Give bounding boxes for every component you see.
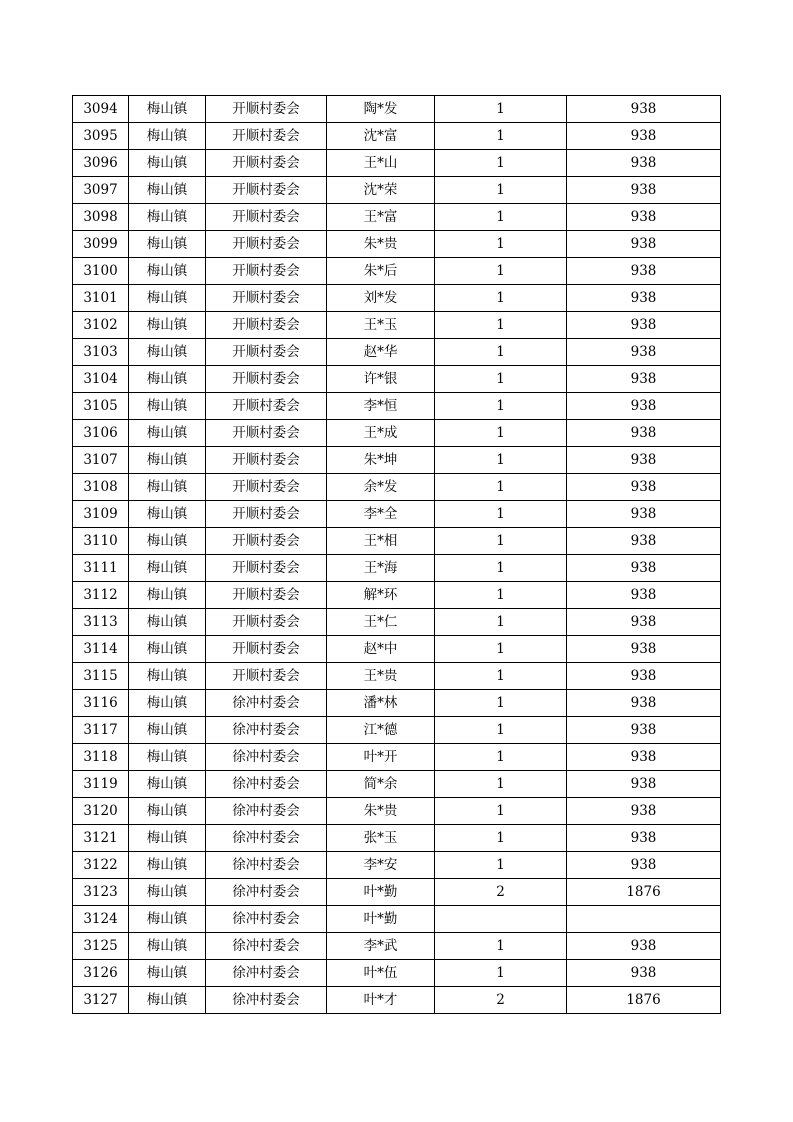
amount-cell: 938 <box>567 933 721 960</box>
name-cell: 王*山 <box>327 150 435 177</box>
village-committee-cell: 开顺村委会 <box>206 123 327 150</box>
count-cell <box>435 906 567 933</box>
amount-cell: 938 <box>567 960 721 987</box>
amount-cell: 938 <box>567 555 721 582</box>
village-committee-cell: 开顺村委会 <box>206 582 327 609</box>
table-row <box>73 177 721 204</box>
amount-cell: 938 <box>567 339 721 366</box>
village-committee-cell: 开顺村委会 <box>206 204 327 231</box>
village-committee-cell: 开顺村委会 <box>206 312 327 339</box>
count-cell: 1 <box>435 447 567 474</box>
village-committee-cell: 徐冲村委会 <box>206 879 327 906</box>
amount-cell: 938 <box>567 798 721 825</box>
amount-cell: 938 <box>567 636 721 663</box>
table-row <box>73 366 721 393</box>
town-cell: 梅山镇 <box>129 474 206 501</box>
town-cell: 梅山镇 <box>129 528 206 555</box>
row-number-cell: 3109 <box>73 501 129 528</box>
amount-cell: 938 <box>567 717 721 744</box>
amount-cell: 1876 <box>567 879 721 906</box>
row-number-cell: 3119 <box>73 771 129 798</box>
table-row <box>73 609 721 636</box>
amount-cell: 938 <box>567 528 721 555</box>
amount-cell: 938 <box>567 447 721 474</box>
amount-cell: 938 <box>567 825 721 852</box>
count-cell: 1 <box>435 258 567 285</box>
table-row <box>73 447 721 474</box>
row-number-cell: 3106 <box>73 420 129 447</box>
village-committee-cell: 徐冲村委会 <box>206 852 327 879</box>
table-row <box>73 528 721 555</box>
count-cell: 1 <box>435 852 567 879</box>
town-cell: 梅山镇 <box>129 798 206 825</box>
count-cell: 1 <box>435 960 567 987</box>
town-cell: 梅山镇 <box>129 555 206 582</box>
table-row <box>73 663 721 690</box>
row-number-cell: 3126 <box>73 960 129 987</box>
table-row <box>73 339 721 366</box>
table-row <box>73 258 721 285</box>
town-cell: 梅山镇 <box>129 393 206 420</box>
count-cell: 1 <box>435 96 567 123</box>
name-cell: 叶*伍 <box>327 960 435 987</box>
row-number-cell: 3098 <box>73 204 129 231</box>
row-number-cell: 3105 <box>73 393 129 420</box>
town-cell: 梅山镇 <box>129 771 206 798</box>
village-committee-cell: 开顺村委会 <box>206 609 327 636</box>
table-row <box>73 825 721 852</box>
count-cell: 1 <box>435 582 567 609</box>
row-number-cell: 3097 <box>73 177 129 204</box>
name-cell: 余*发 <box>327 474 435 501</box>
count-cell: 1 <box>435 123 567 150</box>
table-row <box>73 771 721 798</box>
count-cell: 1 <box>435 609 567 636</box>
table-row <box>73 312 721 339</box>
town-cell: 梅山镇 <box>129 717 206 744</box>
town-cell: 梅山镇 <box>129 231 206 258</box>
table-row <box>73 879 721 906</box>
town-cell: 梅山镇 <box>129 123 206 150</box>
count-cell: 2 <box>435 879 567 906</box>
count-cell: 1 <box>435 501 567 528</box>
table-row <box>73 285 721 312</box>
town-cell: 梅山镇 <box>129 312 206 339</box>
amount-cell: 938 <box>567 582 721 609</box>
row-number-cell: 3094 <box>73 96 129 123</box>
amount-cell: 938 <box>567 312 721 339</box>
count-cell: 1 <box>435 690 567 717</box>
amount-cell: 938 <box>567 420 721 447</box>
row-number-cell: 3102 <box>73 312 129 339</box>
amount-cell: 938 <box>567 852 721 879</box>
village-committee-cell: 开顺村委会 <box>206 447 327 474</box>
village-committee-cell: 开顺村委会 <box>206 528 327 555</box>
amount-cell: 938 <box>567 663 721 690</box>
amount-cell: 938 <box>567 501 721 528</box>
amount-cell: 938 <box>567 123 721 150</box>
row-number-cell: 3124 <box>73 906 129 933</box>
count-cell: 1 <box>435 744 567 771</box>
name-cell: 李*武 <box>327 933 435 960</box>
row-number-cell: 3099 <box>73 231 129 258</box>
name-cell: 朱*贵 <box>327 798 435 825</box>
table-row <box>73 636 721 663</box>
village-committee-cell: 开顺村委会 <box>206 258 327 285</box>
town-cell: 梅山镇 <box>129 609 206 636</box>
row-number-cell: 3121 <box>73 825 129 852</box>
table-row <box>73 555 721 582</box>
town-cell: 梅山镇 <box>129 906 206 933</box>
town-cell: 梅山镇 <box>129 879 206 906</box>
village-committee-cell: 徐冲村委会 <box>206 717 327 744</box>
name-cell: 赵*华 <box>327 339 435 366</box>
amount-cell: 938 <box>567 771 721 798</box>
row-number-cell: 3125 <box>73 933 129 960</box>
village-committee-cell: 徐冲村委会 <box>206 771 327 798</box>
village-committee-cell: 开顺村委会 <box>206 663 327 690</box>
village-committee-cell: 开顺村委会 <box>206 501 327 528</box>
amount-cell: 938 <box>567 177 721 204</box>
town-cell: 梅山镇 <box>129 177 206 204</box>
row-number-cell: 3113 <box>73 609 129 636</box>
table-row <box>73 933 721 960</box>
count-cell: 1 <box>435 798 567 825</box>
count-cell: 1 <box>435 204 567 231</box>
town-cell: 梅山镇 <box>129 690 206 717</box>
table-row <box>73 393 721 420</box>
name-cell: 王*玉 <box>327 312 435 339</box>
count-cell: 1 <box>435 150 567 177</box>
count-cell: 1 <box>435 663 567 690</box>
count-cell: 1 <box>435 717 567 744</box>
town-cell: 梅山镇 <box>129 987 206 1014</box>
amount-cell: 938 <box>567 366 721 393</box>
count-cell: 1 <box>435 420 567 447</box>
name-cell: 沈*富 <box>327 123 435 150</box>
name-cell: 朱*后 <box>327 258 435 285</box>
row-number-cell: 3108 <box>73 474 129 501</box>
table-row <box>73 582 721 609</box>
table-row <box>73 852 721 879</box>
village-committee-cell: 徐冲村委会 <box>206 960 327 987</box>
name-cell: 叶*勤 <box>327 906 435 933</box>
row-number-cell: 3114 <box>73 636 129 663</box>
amount-cell <box>567 906 721 933</box>
count-cell: 1 <box>435 312 567 339</box>
row-number-cell: 3107 <box>73 447 129 474</box>
table-row <box>73 906 721 933</box>
amount-cell: 938 <box>567 258 721 285</box>
amount-cell: 938 <box>567 393 721 420</box>
count-cell: 1 <box>435 474 567 501</box>
name-cell: 朱*贵 <box>327 231 435 258</box>
village-committee-cell: 开顺村委会 <box>206 636 327 663</box>
amount-cell: 938 <box>567 96 721 123</box>
count-cell: 1 <box>435 339 567 366</box>
row-number-cell: 3112 <box>73 582 129 609</box>
count-cell: 1 <box>435 285 567 312</box>
row-number-cell: 3122 <box>73 852 129 879</box>
village-committee-cell: 徐冲村委会 <box>206 744 327 771</box>
village-committee-cell: 徐冲村委会 <box>206 690 327 717</box>
town-cell: 梅山镇 <box>129 636 206 663</box>
village-committee-cell: 开顺村委会 <box>206 555 327 582</box>
row-number-cell: 3111 <box>73 555 129 582</box>
table-body <box>73 96 721 1014</box>
row-number-cell: 3110 <box>73 528 129 555</box>
amount-cell: 938 <box>567 474 721 501</box>
table-row <box>73 744 721 771</box>
name-cell: 王*富 <box>327 204 435 231</box>
village-committee-cell: 徐冲村委会 <box>206 798 327 825</box>
village-committee-cell: 徐冲村委会 <box>206 825 327 852</box>
name-cell: 王*相 <box>327 528 435 555</box>
table-row <box>73 204 721 231</box>
town-cell: 梅山镇 <box>129 933 206 960</box>
row-number-cell: 3101 <box>73 285 129 312</box>
name-cell: 赵*中 <box>327 636 435 663</box>
town-cell: 梅山镇 <box>129 582 206 609</box>
table-row <box>73 690 721 717</box>
amount-cell: 938 <box>567 150 721 177</box>
table-row <box>73 960 721 987</box>
village-committee-cell: 开顺村委会 <box>206 474 327 501</box>
amount-cell: 938 <box>567 231 721 258</box>
name-cell: 李*恒 <box>327 393 435 420</box>
table-row <box>73 231 721 258</box>
town-cell: 梅山镇 <box>129 285 206 312</box>
village-committee-cell: 徐冲村委会 <box>206 933 327 960</box>
town-cell: 梅山镇 <box>129 744 206 771</box>
town-cell: 梅山镇 <box>129 339 206 366</box>
row-number-cell: 3096 <box>73 150 129 177</box>
name-cell: 刘*发 <box>327 285 435 312</box>
town-cell: 梅山镇 <box>129 447 206 474</box>
town-cell: 梅山镇 <box>129 366 206 393</box>
count-cell: 1 <box>435 636 567 663</box>
town-cell: 梅山镇 <box>129 825 206 852</box>
row-number-cell: 3117 <box>73 717 129 744</box>
name-cell: 张*玉 <box>327 825 435 852</box>
village-committee-cell: 徐冲村委会 <box>206 987 327 1014</box>
count-cell: 1 <box>435 771 567 798</box>
row-number-cell: 3127 <box>73 987 129 1014</box>
town-cell: 梅山镇 <box>129 960 206 987</box>
name-cell: 许*银 <box>327 366 435 393</box>
count-cell: 1 <box>435 825 567 852</box>
town-cell: 梅山镇 <box>129 852 206 879</box>
town-cell: 梅山镇 <box>129 663 206 690</box>
village-committee-cell: 开顺村委会 <box>206 339 327 366</box>
town-cell: 梅山镇 <box>129 420 206 447</box>
row-number-cell: 3115 <box>73 663 129 690</box>
count-cell: 2 <box>435 987 567 1014</box>
name-cell: 江*德 <box>327 717 435 744</box>
name-cell: 叶*开 <box>327 744 435 771</box>
count-cell: 1 <box>435 177 567 204</box>
town-cell: 梅山镇 <box>129 96 206 123</box>
village-committee-cell: 开顺村委会 <box>206 393 327 420</box>
amount-cell: 938 <box>567 609 721 636</box>
name-cell: 沈*荣 <box>327 177 435 204</box>
name-cell: 潘*林 <box>327 690 435 717</box>
name-cell: 简*余 <box>327 771 435 798</box>
table-row <box>73 717 721 744</box>
name-cell: 李*安 <box>327 852 435 879</box>
row-number-cell: 3104 <box>73 366 129 393</box>
table-row <box>73 501 721 528</box>
name-cell: 王*仁 <box>327 609 435 636</box>
row-number-cell: 3095 <box>73 123 129 150</box>
name-cell: 叶*勤 <box>327 879 435 906</box>
town-cell: 梅山镇 <box>129 501 206 528</box>
row-number-cell: 3116 <box>73 690 129 717</box>
town-cell: 梅山镇 <box>129 150 206 177</box>
row-number-cell: 3100 <box>73 258 129 285</box>
table-row <box>73 96 721 123</box>
name-cell: 陶*发 <box>327 96 435 123</box>
count-cell: 1 <box>435 528 567 555</box>
amount-cell: 1876 <box>567 987 721 1014</box>
count-cell: 1 <box>435 555 567 582</box>
name-cell: 王*贵 <box>327 663 435 690</box>
name-cell: 王*海 <box>327 555 435 582</box>
town-cell: 梅山镇 <box>129 204 206 231</box>
village-committee-cell: 开顺村委会 <box>206 285 327 312</box>
name-cell: 叶*才 <box>327 987 435 1014</box>
name-cell: 朱*坤 <box>327 447 435 474</box>
name-cell: 解*环 <box>327 582 435 609</box>
table-row <box>73 150 721 177</box>
name-cell: 王*成 <box>327 420 435 447</box>
name-cell: 李*全 <box>327 501 435 528</box>
row-number-cell: 3118 <box>73 744 129 771</box>
table-row <box>73 798 721 825</box>
village-committee-cell: 开顺村委会 <box>206 177 327 204</box>
row-number-cell: 3123 <box>73 879 129 906</box>
amount-cell: 938 <box>567 744 721 771</box>
amount-cell: 938 <box>567 285 721 312</box>
village-committee-cell: 开顺村委会 <box>206 420 327 447</box>
village-committee-cell: 开顺村委会 <box>206 366 327 393</box>
row-number-cell: 3120 <box>73 798 129 825</box>
village-committee-cell: 徐冲村委会 <box>206 906 327 933</box>
amount-cell: 938 <box>567 690 721 717</box>
amount-cell: 938 <box>567 204 721 231</box>
table-row <box>73 474 721 501</box>
village-committee-cell: 开顺村委会 <box>206 150 327 177</box>
table-row <box>73 123 721 150</box>
town-cell: 梅山镇 <box>129 258 206 285</box>
table-row <box>73 420 721 447</box>
count-cell: 1 <box>435 231 567 258</box>
records-table <box>72 95 721 1014</box>
count-cell: 1 <box>435 933 567 960</box>
count-cell: 1 <box>435 366 567 393</box>
count-cell: 1 <box>435 393 567 420</box>
village-committee-cell: 开顺村委会 <box>206 231 327 258</box>
village-committee-cell: 开顺村委会 <box>206 96 327 123</box>
table-row <box>73 987 721 1014</box>
row-number-cell: 3103 <box>73 339 129 366</box>
